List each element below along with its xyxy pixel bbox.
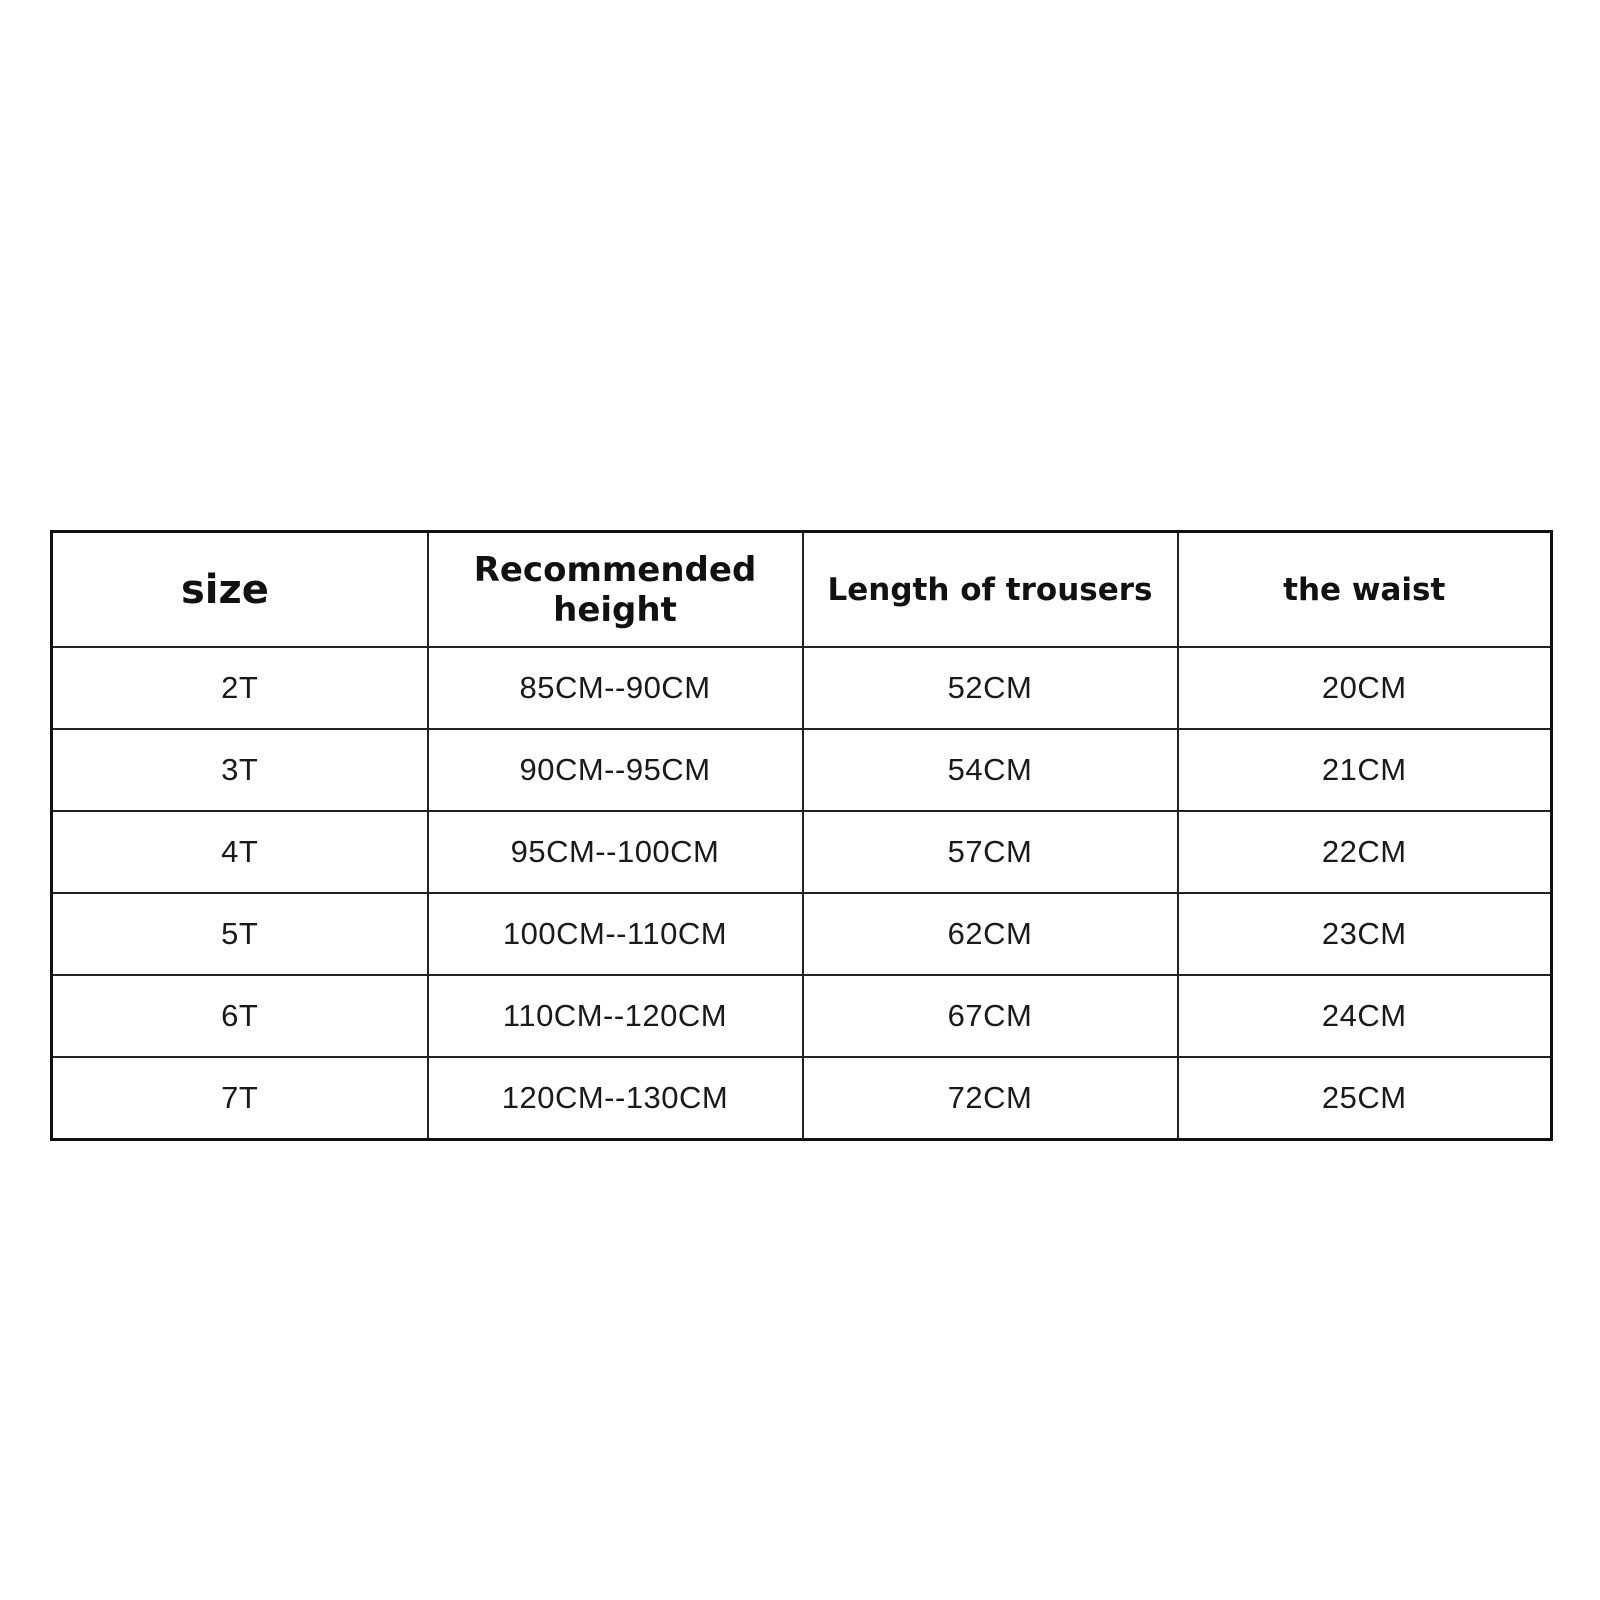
cell-length-of-trousers: 72CM (803, 1057, 1178, 1140)
cell-length-of-trousers: 52CM (803, 647, 1178, 729)
cell-recommended-height: 90CM--95CM (428, 729, 803, 811)
cell-recommended-height: 100CM--110CM (428, 893, 803, 975)
cell-length-of-trousers: 62CM (803, 893, 1178, 975)
cell-recommended-height: 85CM--90CM (428, 647, 803, 729)
header-size: size (52, 532, 428, 648)
cell-waist: 24CM (1178, 975, 1552, 1057)
cell-size: 7T (52, 1057, 428, 1140)
cell-recommended-height: 110CM--120CM (428, 975, 803, 1057)
cell-recommended-height: 120CM--130CM (428, 1057, 803, 1140)
cell-size: 5T (52, 893, 428, 975)
cell-length-of-trousers: 54CM (803, 729, 1178, 811)
table-row (52, 647, 1552, 729)
cell-length-of-trousers: 67CM (803, 975, 1178, 1057)
table-row (52, 811, 1552, 893)
table-row (52, 729, 1552, 811)
cell-size: 2T (52, 647, 428, 729)
header-length-of-trousers: Length of trousers (803, 532, 1178, 648)
header-row (52, 532, 1552, 648)
cell-length-of-trousers: 57CM (803, 811, 1178, 893)
cell-size: 3T (52, 729, 428, 811)
table-row (52, 893, 1552, 975)
cell-waist: 23CM (1178, 893, 1552, 975)
table-row (52, 1057, 1552, 1140)
cell-size: 6T (52, 975, 428, 1057)
cell-waist: 20CM (1178, 647, 1552, 729)
cell-waist: 25CM (1178, 1057, 1552, 1140)
cell-waist: 22CM (1178, 811, 1552, 893)
table-body (52, 647, 1552, 1140)
header-waist: the waist (1178, 532, 1552, 648)
table-row (52, 975, 1552, 1057)
table-header (52, 532, 1552, 648)
header-recommended-height: Recommended height (428, 532, 803, 648)
cell-waist: 21CM (1178, 729, 1552, 811)
size-chart-table (50, 530, 1553, 1141)
cell-recommended-height: 95CM--100CM (428, 811, 803, 893)
cell-size: 4T (52, 811, 428, 893)
